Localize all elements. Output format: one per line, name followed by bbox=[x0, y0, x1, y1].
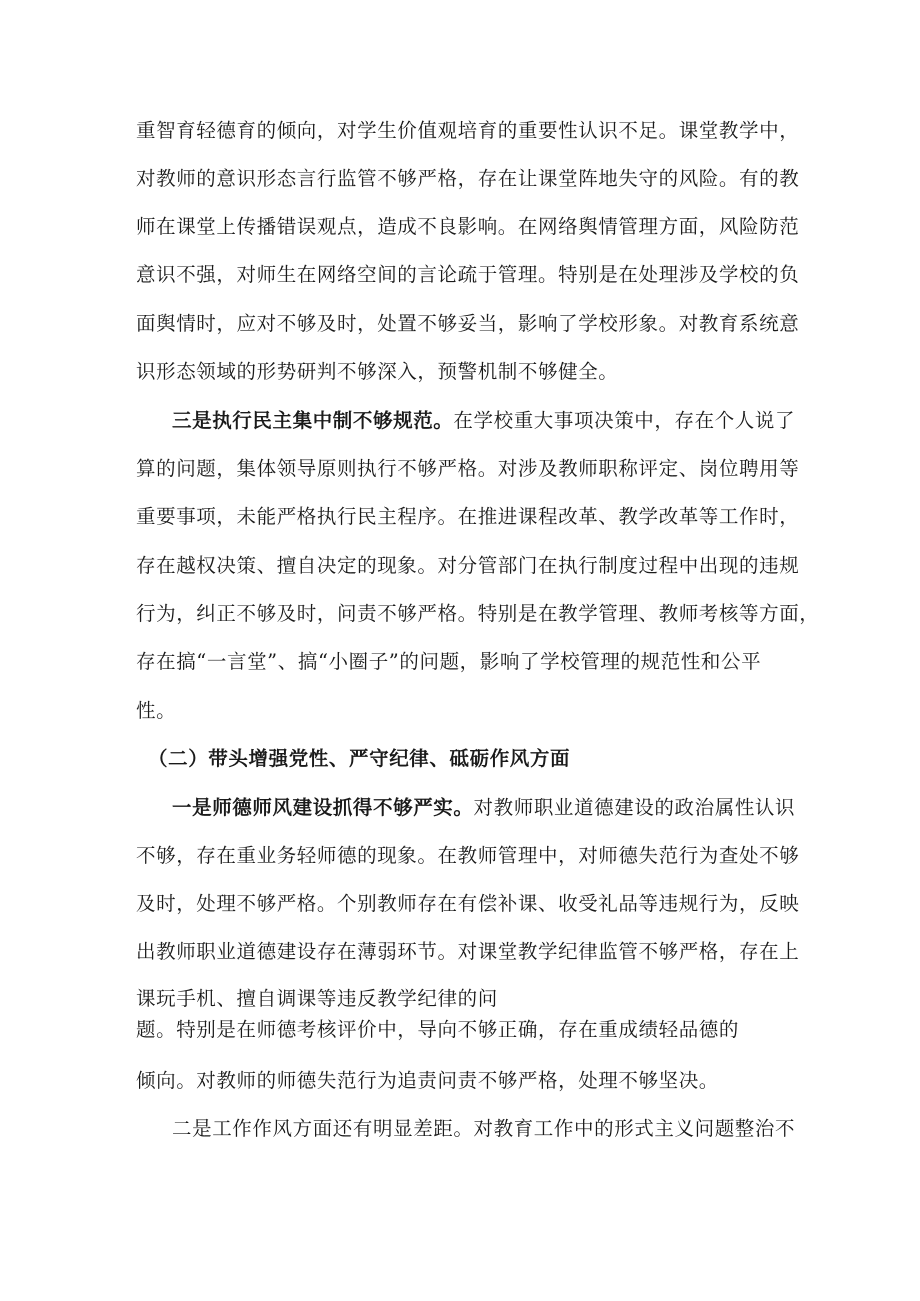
paragraph-line: 重要事项，未能严格执行民主程序。在推进课程改革、教学改革等工作时， bbox=[136, 505, 800, 528]
paragraph-line: 算的问题，集体领导原则执行不够严格。对涉及教师职称评定、岗位聘用等 bbox=[136, 457, 800, 480]
paragraph-line: 意识不强，对师生在网络空间的言论疏于管理。特别是在处理涉及学校的负 bbox=[136, 263, 800, 286]
paragraph-lead-bold: 三是执行民主集中制不够规范。 bbox=[172, 409, 454, 432]
paragraph-line: 识形态领域的形势研判不够深入，预警机制不够健全。 bbox=[136, 360, 619, 383]
paragraph-line: 性。 bbox=[136, 699, 177, 722]
paragraph-line: 重智育轻德育的倾向，对学生价值观培育的重要性认识不足。课堂教学中， bbox=[136, 119, 800, 142]
paragraph-line: 出教师职业道德建设存在薄弱环节。对课堂教学纪律监管不够严格，存在上 bbox=[136, 940, 800, 963]
paragraph-line: 对教师的意识形态言行监管不够严格，存在让课堂阵地失守的风险。有的教 bbox=[136, 167, 800, 190]
paragraph-line: 课玩手机、擅自调课等违反教学纪律的问 bbox=[136, 987, 498, 1010]
paragraph-lead-line bbox=[172, 795, 795, 821]
paragraph-lead-bold: 一是师德师风建设抓得不够严实。 bbox=[172, 796, 474, 819]
paragraph-lead-text: 在学校重大事项决策中，存在个人说了 bbox=[453, 409, 796, 432]
paragraph-line: 存在越权决策、擅自决定的现象。对分管部门在执行制度过程中出现的违规 bbox=[136, 554, 800, 577]
section-heading: （二）带头增强党性、严守纪律、砥砺作风方面 bbox=[148, 747, 571, 770]
paragraph-line: 题。特别是在师德考核评价中，导向不够正确，存在重成绩轻品德的 bbox=[136, 1018, 740, 1041]
paragraph-line: 不够，存在重业务轻师德的现象。在教师管理中，对师德失范行为查处不够 bbox=[136, 844, 800, 867]
paragraph-lead-line: 二是工作作风方面还有明显差距。对教育工作中的形式主义问题整治不 bbox=[172, 1117, 796, 1140]
paragraph-line: 面舆情时，应对不够及时，处置不够妥当，影响了学校形象。对教育系统意 bbox=[136, 312, 800, 335]
paragraph-lead-line bbox=[172, 408, 795, 434]
paragraph-lead-text: 对教师职业道德建设的政治属性认识 bbox=[473, 796, 796, 819]
paragraph-line: 及时，处理不够严格。个别教师存在有偿补课、收受礼品等违规行为，反映 bbox=[136, 892, 800, 915]
paragraph-line: 行为，纠正不够及时，问责不够严格。特别是在教学管理、教师考核等方面， bbox=[136, 602, 820, 625]
paragraph-line: 存在搞“一言堂”、搞“小圈子”的问题，影响了学校管理的规范性和公平 bbox=[136, 650, 762, 673]
paragraph-line: 师在课堂上传播错误观点，造成不良影响。在网络舆情管理方面，风险防范 bbox=[136, 215, 800, 238]
paragraph-line: 倾向。对教师的师德失范行为追责问责不够严格，处理不够坚决。 bbox=[136, 1069, 719, 1092]
